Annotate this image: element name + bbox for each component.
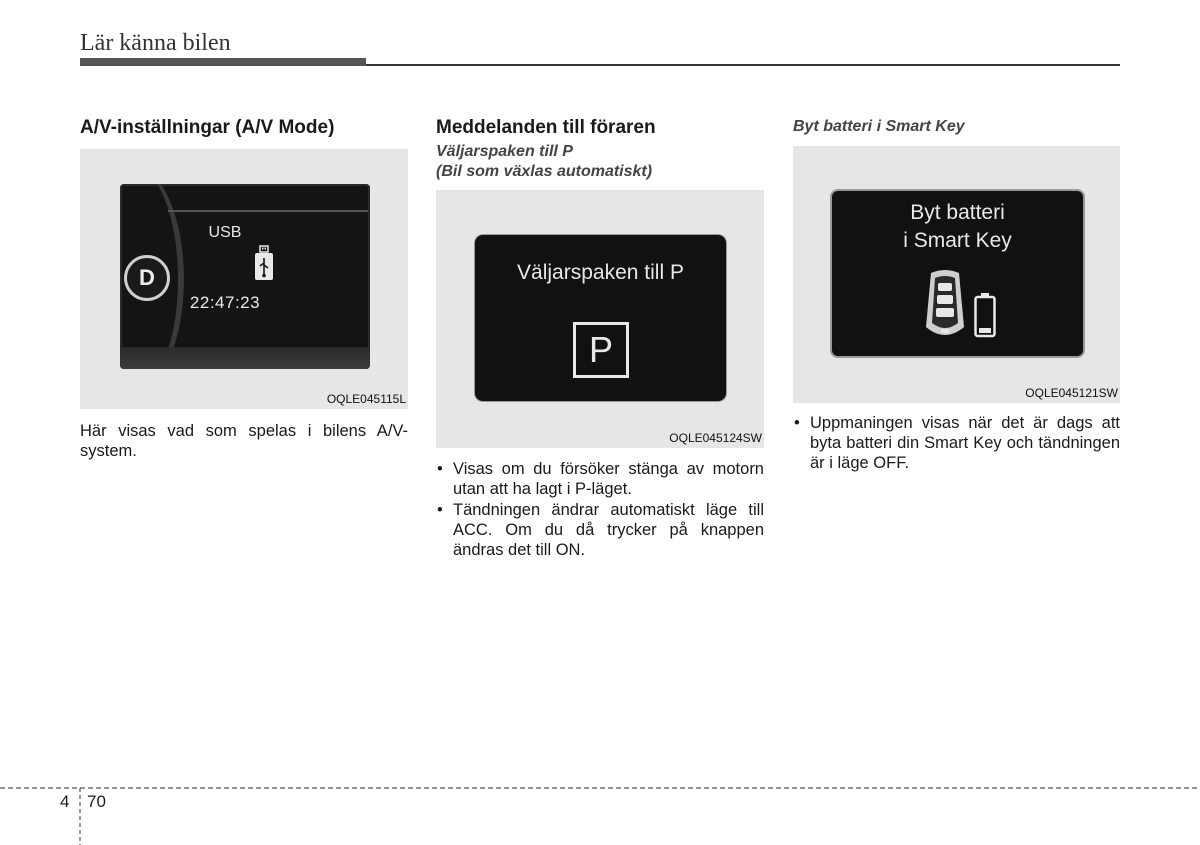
description-av: Här visas vad som spelas i bilens A/V-system. [80, 422, 408, 460]
display-line-1: Byt batteri [910, 201, 1005, 224]
figure-av-mode [80, 149, 408, 409]
figure-smart-key [793, 146, 1120, 403]
park-gear-icon: P [573, 322, 629, 378]
section-title-av: A/V-inställningar (A/V Mode) [80, 117, 335, 138]
display-divider [168, 210, 368, 212]
column-av-settings [80, 115, 408, 461]
figure-code: OQLE045115L [326, 392, 406, 406]
display-message: Väljarspaken till P [517, 261, 684, 284]
gear-indicator: D [124, 255, 170, 301]
header-rule-thick [80, 58, 366, 66]
display-line-2: i Smart Key [903, 229, 1012, 252]
figure-selector-p [436, 190, 764, 448]
chapter-number: 4 [60, 792, 70, 811]
smart-key-icon [922, 269, 968, 341]
clock-readout: 22:47:23 [189, 293, 261, 312]
figure-code: OQLE045121SW [1025, 386, 1118, 400]
subtitle-automatic: (Bil som växlas automatiskt) [436, 163, 653, 180]
list-item: • Uppmaningen visas när det är dags att byta batteri din Smart Key och tändningen är i läge OFF. [793, 413, 1120, 473]
low-battery-icon [974, 292, 996, 338]
figure-code: OQLE045124SW [669, 431, 762, 445]
page-number: 70 [87, 792, 106, 811]
subtitle-selector: Väljarspaken till P [436, 143, 573, 160]
page-header-title: Lär känna bilen [80, 30, 231, 56]
section-title-messages: Meddelanden till föraren [436, 117, 656, 138]
section-title-battery: Byt batteri i Smart Key [793, 118, 965, 135]
usb-label: USB [208, 224, 242, 241]
list-item: • Tändningen ändrar automatiskt läge till ACC. Om du då trycker på knappen ändras det till ON. [436, 500, 764, 560]
list-item: • Visas om du försöker stänga av motorn utan att ha lagt i P-läget. [436, 459, 764, 499]
display-bezel-bottom [120, 347, 370, 369]
header-rule-thin [366, 64, 1120, 66]
message-display [832, 191, 1083, 356]
bullet-list-battery [793, 413, 1120, 473]
usb-icon [254, 245, 274, 281]
footer-guides [0, 780, 1200, 845]
column-driver-messages [436, 115, 764, 561]
bullet-list-messages [436, 459, 764, 560]
message-display [475, 235, 726, 401]
column-smart-key-battery [793, 115, 1120, 474]
